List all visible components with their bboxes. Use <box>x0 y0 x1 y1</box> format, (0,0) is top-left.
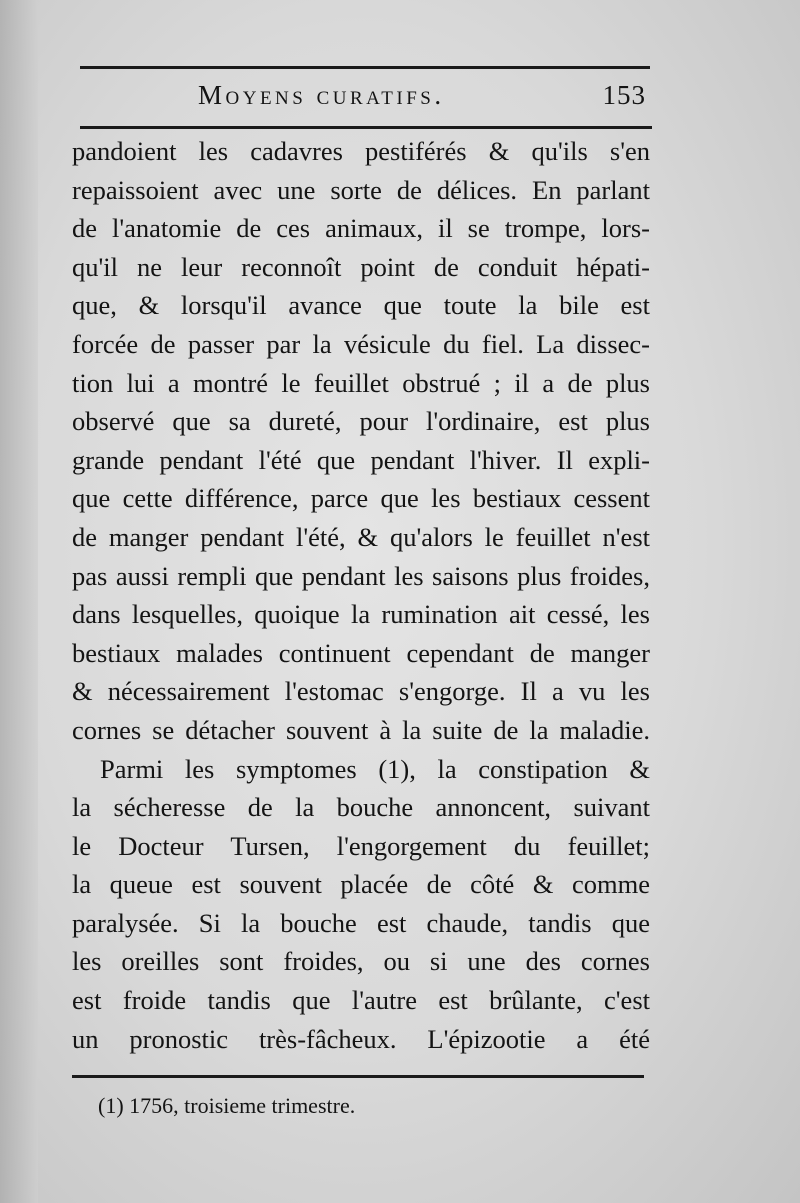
text-line: la queue est souvent placée de côté & comme <box>72 869 650 900</box>
text-line: grande pendant l'été que pendant l'hiver. Il expli- <box>72 444 650 475</box>
text-line: la sécheresse de la bouche annoncent, suivant <box>72 792 650 823</box>
text-line: pas aussi rempli que pendant les saisons plus froides, <box>72 560 650 591</box>
text-line: repaissoient avec une sorte de délices. En parlant <box>72 174 650 205</box>
page-number: 153 <box>602 80 646 110</box>
text-line: de l'anatomie de ces animaux, il se trompe, lors- <box>72 213 650 244</box>
text-line: que, & lorsqu'il avance que toute la bile est <box>72 290 650 321</box>
text-line: de manger pendant l'été, & qu'alors le feuillet n'est <box>72 521 650 552</box>
footnote-rule <box>72 1075 644 1078</box>
text-line: est froide tandis que l'autre est brûlante, c'est <box>72 985 650 1016</box>
text-line: tion lui a montré le feuillet obstrué ; il a de plus <box>72 367 650 398</box>
running-title: Moyens curatifs. <box>198 80 445 110</box>
text-line: & nécessairement l'estomac s'engorge. Il a vu les <box>72 676 650 707</box>
text-line: Parmi les symptomes (1), la constipation & <box>100 753 650 784</box>
running-head <box>80 80 652 120</box>
text-line: bestiaux malades continuent cependant de manger <box>72 637 650 668</box>
text-line: paralysée. Si la bouche est chaude, tandis que <box>72 907 650 938</box>
text-line: forcée de passer par la vésicule du fiel. La dissec- <box>72 328 650 359</box>
text-line: pandoient les cadavres pestiférés & qu'ils s'en <box>72 136 650 166</box>
text-line: cornes se détacher souvent à la suite de la maladie. <box>72 714 650 745</box>
text-line: les oreilles sont froides, ou si une des cornes <box>72 946 650 977</box>
text-line: observé que sa dureté, pour l'ordinaire, est plus <box>72 406 650 437</box>
body-text <box>72 132 650 1058</box>
text-line: un pronostic très-fâcheux. L'épizootie a été <box>72 1023 650 1054</box>
footnote: (1) 1756, troisieme trimestre. <box>98 1093 356 1118</box>
text-line: que cette différence, parce que les bestiaux cessent <box>72 483 650 514</box>
text-line: qu'il ne leur reconnoît point de conduit hépati- <box>72 251 650 282</box>
header-rule <box>80 126 652 129</box>
text-line: le Docteur Tursen, l'engorgement du feuillet; <box>72 830 650 861</box>
text-line: dans lesquelles, quoique la rumination ait cessé, les <box>72 599 650 630</box>
top-rule <box>80 66 650 69</box>
